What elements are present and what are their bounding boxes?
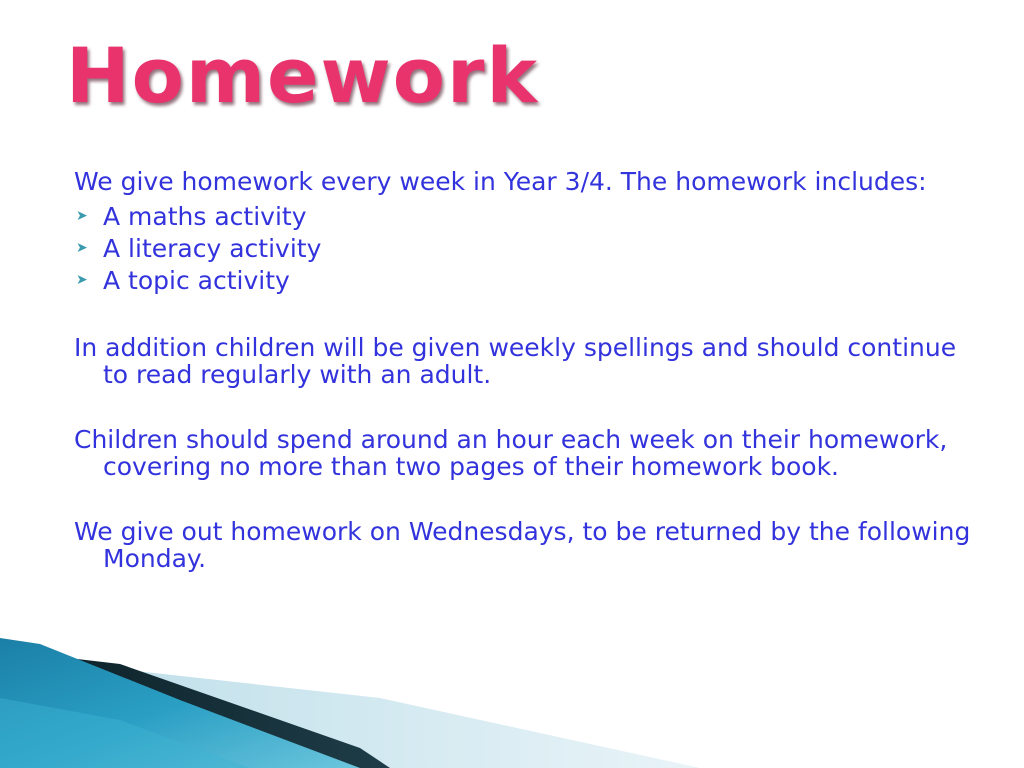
list-item: [74, 264, 974, 296]
slide-body: [74, 168, 974, 572]
list-item: [74, 232, 974, 264]
spacer: [74, 480, 974, 518]
slide-title: Homework: [66, 31, 540, 120]
list-item: [74, 200, 974, 232]
arrowhead-bullet-icon: ➤: [76, 208, 88, 224]
schedule-paragraph: We give out homework on Wednesdays, to be returned by the following Monday.: [74, 517, 971, 573]
arrowhead-bullet-icon: ➤: [76, 272, 88, 288]
spacer: [74, 388, 974, 426]
arrowhead-bullet-icon: ➤: [76, 240, 88, 256]
decorative-swoosh: [0, 638, 1024, 768]
spacer: [74, 296, 974, 334]
activity-list: [74, 200, 974, 296]
list-item-label: A maths activity: [103, 201, 307, 231]
spellings-paragraph: In addition children will be given weekly spellings and should continue to read regularly with an adult.: [74, 333, 957, 389]
time-paragraph: Children should spend around an hour each week on their homework, covering no more than two pages of their homework book.: [74, 425, 948, 481]
list-item-label: A literacy activity: [103, 233, 322, 263]
list-item-label: A topic activity: [103, 265, 290, 295]
intro-paragraph: We give homework every week in Year 3/4. The homework includes:: [74, 167, 927, 196]
